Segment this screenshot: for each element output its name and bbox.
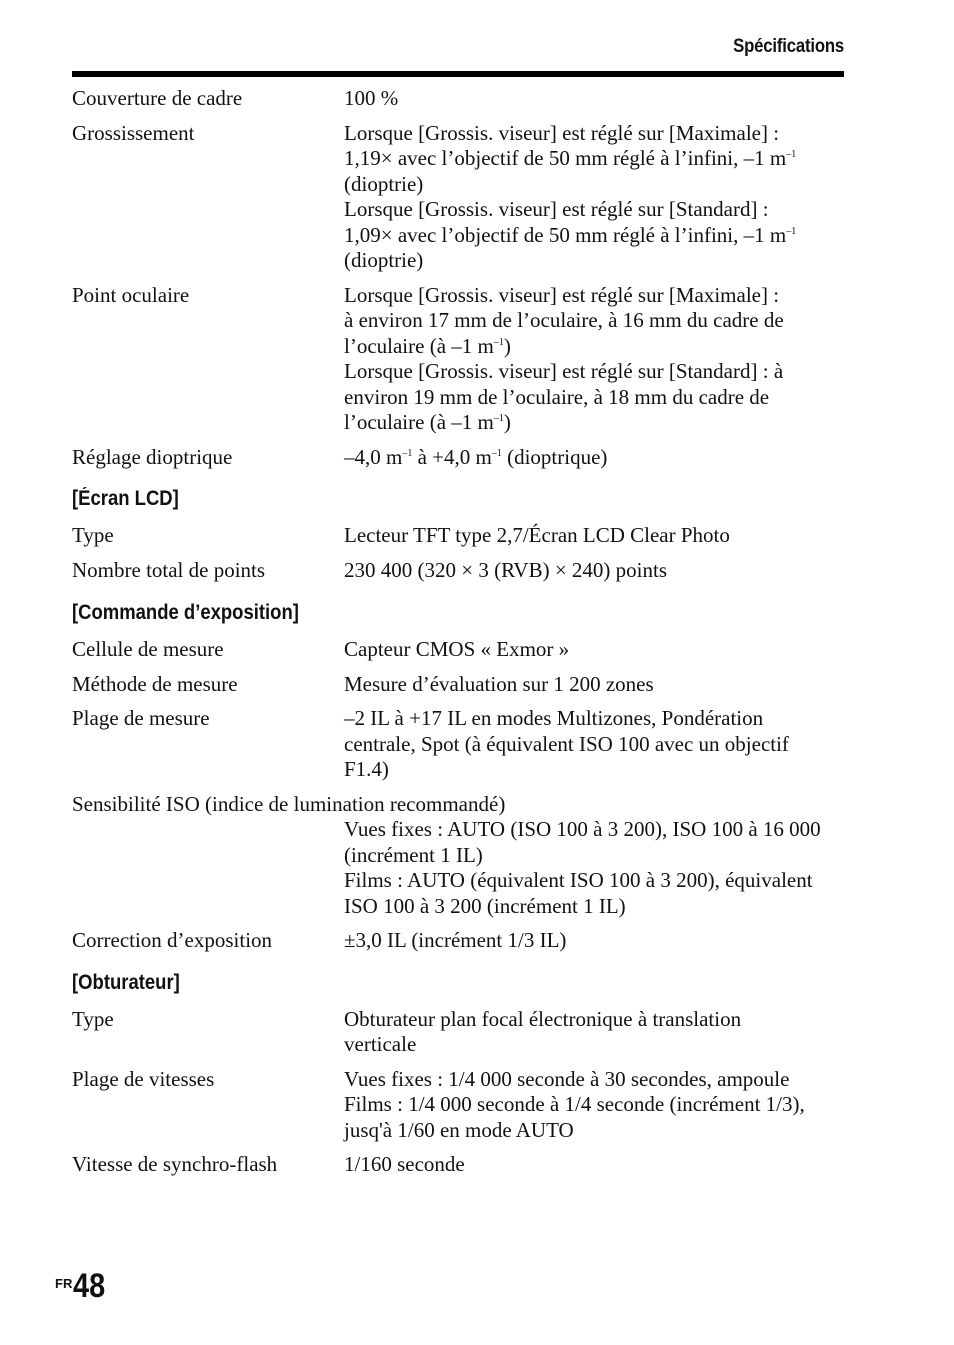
spec-line: Lorsque [Grossis. viseur] est réglé sur [Maximale] :	[344, 120, 780, 145]
spec-label: Correction d’exposition	[72, 928, 273, 952]
section-heading-shutter: [Obturateur]	[72, 970, 180, 994]
superscript: –1	[493, 336, 504, 348]
spec-line: Films : AUTO (équivalent ISO 100 à 3 200), équivalent	[344, 868, 813, 892]
superscript: –1	[493, 413, 504, 424]
spec-row-shutter-type	[72, 1007, 844, 1058]
spec-text: l’oculaire (à –1 m	[344, 410, 494, 434]
spec-value-iso	[344, 817, 844, 919]
spec-value	[344, 1067, 844, 1144]
spec-label: Type	[72, 523, 114, 547]
spec-label: Point oculaire	[72, 282, 190, 307]
spec-value	[344, 1007, 844, 1058]
spec-line: Vues fixes : 1/4 000 seconde à 30 secondes, ampoule	[344, 1066, 790, 1091]
spec-label: Cellule de mesure	[72, 637, 224, 661]
spec-line: Lorsque [Grossis. viseur] est réglé sur [Standard] : à	[344, 359, 784, 383]
spec-row-metering-range	[72, 706, 844, 783]
spec-value: 1/160 seconde	[344, 1152, 465, 1176]
spec-row-lcd-type	[72, 523, 844, 549]
spec-label: Plage de mesure	[72, 706, 210, 730]
spec-label: Grossissement	[72, 120, 195, 145]
spec-text: 1,19× avec l’objectif de 50 mm réglé à l’infini, –1 m	[344, 146, 787, 170]
spec-row-metering-cell	[72, 637, 844, 663]
spec-line: (dioptrie)	[344, 248, 424, 272]
spec-row-lcd-dots	[72, 558, 844, 584]
spec-line: F1.4)	[344, 757, 389, 781]
spec-value: 100 %	[344, 86, 399, 110]
spec-line	[344, 146, 844, 172]
section-heading-lcd: [Écran LCD]	[72, 487, 179, 510]
spec-label: Réglage dioptrique	[72, 444, 233, 469]
spec-line: verticale	[344, 1032, 417, 1056]
spec-content	[72, 86, 844, 1178]
spec-line: jusq'à 1/60 en mode AUTO	[344, 1117, 574, 1142]
spec-line: centrale, Spot (à équivalent ISO 100 avec un objectif	[344, 731, 789, 756]
superscript: –1	[786, 225, 797, 237]
spec-row-shutter-speed	[72, 1067, 844, 1144]
spec-value	[344, 121, 844, 274]
spec-value	[344, 445, 844, 471]
section-heading-exposure: [Commande d’exposition]	[72, 601, 299, 624]
language-code: FR	[55, 1276, 73, 1291]
page-number-value: 48	[73, 1267, 106, 1305]
spec-value: ±3,0 IL (incrément 1/3 IL)	[344, 928, 567, 952]
spec-line: Vues fixes : AUTO (ISO 100 à 3 200), ISO 100 à 16 000	[344, 817, 821, 841]
spec-text: 1,09× avec l’objectif de 50 mm réglé à l’infini, –1 m	[344, 222, 787, 247]
spec-label: Vitesse de synchro-flash	[72, 1152, 278, 1176]
spec-text: (dioptrique)	[501, 444, 608, 469]
spec-line: (dioptrie)	[344, 171, 424, 196]
spec-line: –2 IL à +17 IL en modes Multizones, Pondération	[344, 706, 764, 730]
spec-text: )	[503, 333, 511, 358]
spec-value: Mesure d’évaluation sur 1 200 zones	[344, 671, 654, 696]
spec-row-magnification	[72, 121, 844, 274]
spec-line: environ 19 mm de l’oculaire, à 18 mm du cadre de	[344, 384, 770, 409]
spec-row-exposure-compensation	[72, 928, 844, 954]
page-header-title: Spécifications	[733, 36, 844, 57]
spec-row-diopter	[72, 445, 844, 471]
spec-label: Couverture de cadre	[72, 86, 243, 110]
spec-row-frame-coverage	[72, 86, 844, 112]
spec-line: Obturateur plan focal électronique à translation	[344, 1006, 742, 1031]
spec-line: (incrément 1 IL)	[344, 842, 483, 867]
spec-row-flash-sync	[72, 1152, 844, 1178]
spec-value: Lecteur TFT type 2,7/Écran LCD Clear Photo	[344, 523, 730, 547]
spec-label-iso: Sensibilité ISO (indice de lumination recommandé)	[72, 791, 506, 816]
superscript: –1	[402, 447, 413, 459]
spec-line: Films : 1/4 000 seconde à 1/4 seconde (incrément 1/3),	[344, 1092, 805, 1116]
spec-text: –4,0 m	[344, 444, 403, 469]
spec-value: Capteur CMOS « Exmor »	[344, 637, 570, 661]
spec-label: Plage de vitesses	[72, 1066, 215, 1091]
spec-line: à environ 17 mm de l’oculaire, à 16 mm du cadre de	[344, 308, 784, 332]
spec-line	[344, 223, 844, 249]
spec-text: l’oculaire (à –1 m	[344, 333, 494, 358]
spec-line: ISO 100 à 3 200 (incrément 1 IL)	[344, 893, 626, 918]
spec-value: 230 400 (320 × 3 (RVB) × 240) points	[344, 557, 667, 582]
spec-line	[344, 410, 844, 436]
spec-line	[344, 334, 844, 360]
spec-value	[344, 706, 844, 783]
spec-line: Lorsque [Grossis. viseur] est réglé sur [Maximale] :	[344, 282, 780, 307]
spec-value	[344, 283, 844, 436]
superscript: –1	[491, 447, 502, 459]
spec-label: Type	[72, 1006, 114, 1031]
header-rule	[72, 71, 844, 77]
spec-label: Méthode de mesure	[72, 671, 238, 696]
page-number	[55, 1267, 111, 1306]
spec-text: à +4,0 m	[412, 444, 492, 469]
spec-row-metering-method	[72, 672, 844, 698]
spec-label: Nombre total de points	[72, 557, 266, 582]
spec-line: Lorsque [Grossis. viseur] est réglé sur [Standard] :	[344, 197, 769, 221]
superscript: –1	[786, 149, 797, 160]
spec-row-eyepoint	[72, 283, 844, 436]
spec-text: )	[503, 410, 511, 434]
